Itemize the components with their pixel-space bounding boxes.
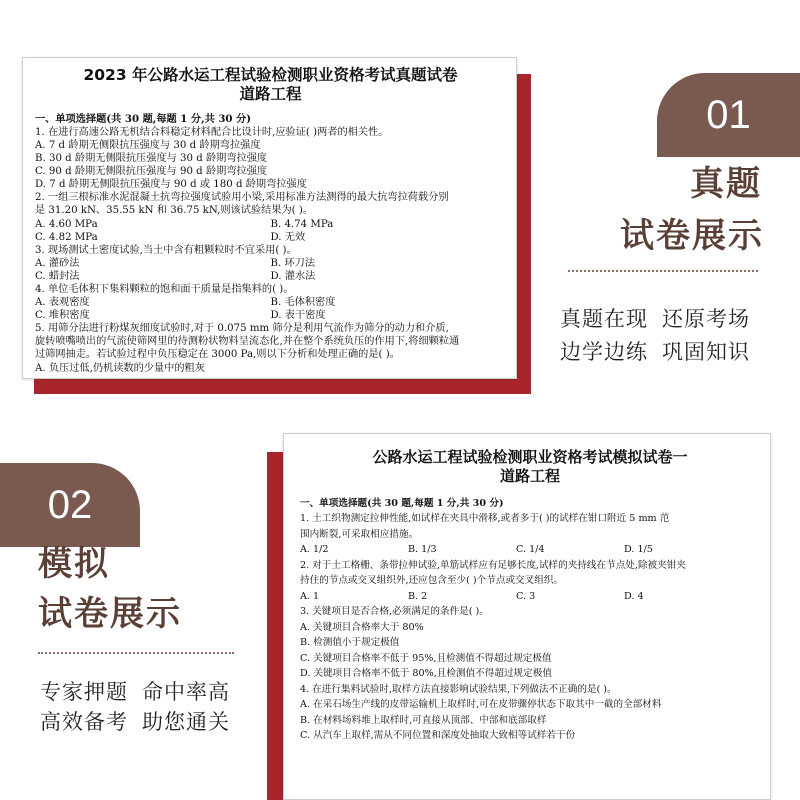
tagline-2-b: 巩固知识 (662, 340, 750, 364)
tagline-1 (560, 303, 750, 335)
section-heading: 一、单项选择题(共 30 题,每题 1 分,共 30 分) (35, 112, 252, 125)
text-line: A. 在采石场生产线的皮带运输机上取样时,可在皮带骤停状态下取其中一截的全部材料 (300, 699, 662, 710)
answer-option: D. 4 (624, 590, 644, 602)
answer-option: B. 毛体积密度 (270, 297, 336, 309)
paper-title: 公路水运工程试验检测职业资格考试模拟试卷一 (372, 448, 688, 466)
tagline-1-a: 真题在现 (560, 307, 648, 331)
answer-option: D. 灌水法 (270, 270, 316, 282)
question-line: 4. 在进行集料试验时,取样方法直接影响试验结果,下列做法不正确的是( )。 (300, 683, 617, 695)
text-line: D. 关键项目合格率不低于 80%,且检测值不得超过规定极值 (300, 668, 552, 679)
text-line: B. 检测值小于规定极值 (300, 637, 400, 648)
answer-option: A. 1 (300, 590, 320, 602)
answer-option: C. 3 (516, 590, 536, 602)
question-line: 3. 现场测试土密度试验,当土中含有粗颗粒时不宜采用( )。 (35, 244, 297, 256)
paper-body (35, 113, 506, 375)
text-line: 旋转喷嘴喷出的气流使筛网里的待测粉状物料呈流态化,并在整个系统负压的作用下,将细颗粒通 (35, 336, 460, 348)
divider (38, 652, 234, 654)
tagline-1-b: 还原考场 (662, 307, 750, 331)
real-exam-paper (22, 57, 517, 379)
answer-options (35, 257, 506, 270)
tagline-1 (40, 676, 230, 708)
answer-options (35, 309, 506, 322)
question-line: 1. 土工织物测定拉伸性能,如试样在夹具中滑移,或者多于( )的试样在钳口附近 5 mm 范 (300, 513, 670, 524)
divider (568, 270, 758, 272)
section-title-line2: 试卷展示 (38, 594, 182, 634)
question-line: 2. 一组三根标准水泥混凝土抗弯拉强度试验用小梁,采用标准方法测得的最大抗弯拉荷载分别 (35, 192, 449, 204)
text-line: A. 负压过低,仍机读数的少量中的粗灰 (35, 362, 205, 374)
answer-options (35, 296, 506, 309)
answer-option: B. 环刀法 (270, 257, 316, 269)
text-line: C. 关键项目合格率不低于 95%,且检测值不得超过规定极值 (300, 652, 552, 664)
paper-body (300, 496, 760, 744)
paper-title: 2023 年公路水运工程试验检测职业资格考试真题试卷 (83, 66, 458, 84)
answer-options (35, 218, 506, 231)
question-line: 4. 单位毛体积下集料颗粒的饱和面干质量是指集料的( )。 (35, 283, 294, 295)
section-number-badge: 01 (657, 73, 800, 157)
text-line: C. 90 d 龄期无侧限抗压强度与 90 d 龄期弯拉强度 (35, 166, 268, 178)
section-title-line1: 模拟 (38, 544, 110, 584)
answer-option: A. 1/2 (300, 544, 329, 555)
tagline-2-a: 边学边练 (560, 340, 648, 364)
answer-option: B. 1/3 (408, 544, 437, 555)
tagline-2-a: 高效备考 (40, 710, 128, 734)
question-line: 3. 关键项目是否合格,必须满足的条件是( )。 (300, 606, 489, 617)
answer-option: C. 堆积密度 (35, 310, 90, 322)
mock-exam-paper (283, 433, 771, 800)
answer-option: C. 蜡封法 (35, 270, 80, 282)
tagline-2-b: 助您通关 (142, 710, 230, 734)
answer-options (35, 270, 506, 283)
answer-option: C. 1/4 (516, 544, 545, 555)
answer-option: D. 1/5 (624, 544, 653, 555)
question-line: 1. 在进行高速公路无机结合料稳定材料配合比设计时,应验证( )两者的相关性。 (35, 126, 389, 138)
section-heading: 一、单项选择题(共 30 题,每题 1 分,共 30 分) (300, 497, 504, 509)
text-line: A. 关键项目合格率大于 80% (300, 621, 424, 633)
text-line: B. 在材料场料堆上取样时,可直接从顶部、中部和底部取样 (300, 714, 547, 726)
answer-option: B. 4.74 MPa (270, 218, 334, 230)
tagline-1-a: 专家押题 (40, 680, 128, 704)
question-line: 5. 用筛分法进行粉煤灰细度试验时,对于 0.075 mm 筛分是利用气流作为筛分的动力和介质, (35, 323, 449, 335)
paper-subtitle: 道路工程 (239, 85, 302, 104)
section-title-line1: 真题 (690, 164, 762, 204)
answer-option: A. 表观密度 (35, 297, 90, 309)
tagline-2 (560, 336, 750, 368)
answer-option: C. 4.82 MPa (35, 231, 98, 243)
text-line: A. 7 d 龄期无侧限抗压强度与 30 d 龄期弯拉强度 (35, 139, 261, 151)
answer-option: B. 2 (408, 590, 428, 602)
text-line: 持住的节点或交叉组织外,还应包含至少( )个节点或交叉组织。 (300, 575, 564, 586)
section-number-badge: 02 (0, 463, 140, 547)
tagline-1-b: 命中率高 (142, 680, 230, 704)
paper-subtitle: 道路工程 (499, 466, 560, 485)
answer-options (300, 589, 760, 605)
answer-option: A. 4.60 MPa (35, 218, 98, 230)
answer-option: A. 灌砂法 (35, 257, 80, 269)
text-line: 过筛网抽走。若试验过程中负压稳定在 3000 Pa,则以下分析和处理正确的是( )。 (35, 349, 400, 361)
text-line: B. 30 d 龄期无侧限抗压强度与 30 d 龄期弯拉强度 (35, 153, 268, 165)
answer-option: D. 表干密度 (270, 310, 326, 322)
section-title-line2: 试卷展示 (620, 216, 764, 256)
question-line: 2. 对于土工格栅、条带拉伸试验,单筋试样应有足够长度,试样的夹持线在节点处,除被夹钳夹 (300, 559, 686, 571)
answer-options (35, 231, 506, 244)
text-line: C. 从汽车上取样,需从不同位置和深度处抽取大致相等试样若干份 (300, 730, 576, 741)
tagline-2 (40, 706, 230, 738)
answer-option: D. 无效 (270, 231, 306, 243)
answer-options (300, 542, 760, 558)
text-line: D. 7 d 龄期无侧限抗压强度与 90 d 或 180 d 龄期弯拉强度 (35, 179, 307, 191)
text-line: 围内断裂,可采取相应措施。 (300, 528, 419, 540)
text-line: 是 31.20 kN、35.55 kN 和 36.75 kN,则该试验结果为( )。 (35, 205, 314, 217)
